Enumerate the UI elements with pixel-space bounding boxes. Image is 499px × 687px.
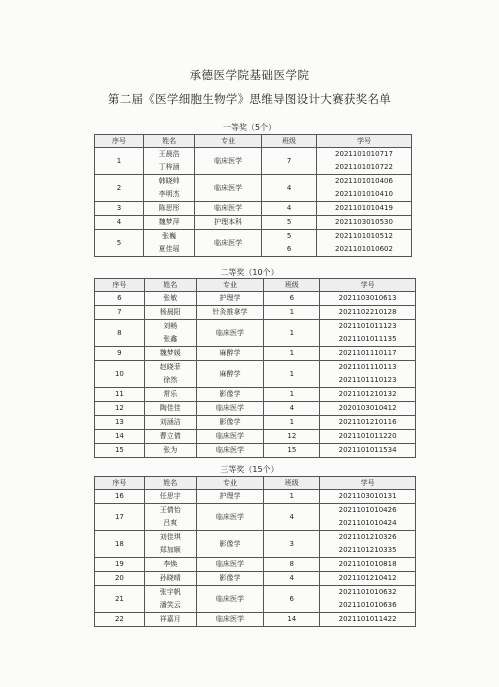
student-names-line: 魏梦媛 [159, 349, 181, 357]
student-names-line: 吕爽 [163, 519, 178, 527]
table-row [95, 490, 416, 504]
class-numbers-line: 4 [286, 183, 292, 192]
student-ids-line: 2021101010426 [338, 506, 397, 514]
student-ids [320, 490, 416, 504]
column-header: 班级 [262, 135, 317, 148]
student-ids-line: 2021103010131 [338, 492, 397, 500]
row-number: 12 [95, 402, 145, 416]
student-names-line: 郑加顺 [159, 546, 181, 554]
major: 临床医学 [196, 444, 264, 458]
column-header: 学号 [316, 135, 411, 148]
student-ids [316, 148, 411, 175]
student-ids-line: 2021103010530 [335, 218, 393, 226]
column-header: 学号 [320, 477, 416, 490]
row-number: 15 [95, 444, 145, 458]
table-row [95, 216, 412, 230]
student-names [144, 361, 196, 388]
class-numbers [264, 347, 320, 361]
table-row [95, 613, 416, 627]
major: 临床医学 [196, 504, 264, 531]
row-number: 19 [95, 558, 145, 572]
student-ids-line: 2021101011135 [338, 335, 397, 343]
row-number: 17 [95, 504, 145, 531]
student-ids-line: 2021101210116 [338, 418, 397, 426]
student-names [144, 202, 195, 216]
class-numbers [262, 202, 317, 216]
table-header-row [95, 477, 416, 490]
major: 影像学 [196, 531, 264, 558]
table-row [95, 444, 416, 458]
student-names [144, 444, 196, 458]
table-row [95, 202, 412, 216]
student-ids [316, 202, 411, 216]
student-ids-line: 2021101010424 [338, 519, 397, 527]
event-title: 第二届《医学细胞生物学》思维导图设计大赛获奖名单 [107, 92, 392, 106]
row-number: 10 [95, 361, 145, 388]
student-names-line: 韩晓帅 [158, 177, 180, 185]
student-names-line: 杨晨阳 [159, 308, 181, 316]
class-numbers-line: 14 [287, 615, 297, 623]
major: 针灸推拿学 [196, 306, 264, 320]
row-number: 11 [95, 388, 145, 402]
student-ids [320, 613, 416, 627]
student-ids [320, 347, 416, 361]
table-row [95, 148, 412, 175]
class-numbers [262, 230, 317, 257]
major: 临床医学 [195, 175, 262, 202]
class-numbers [264, 402, 320, 416]
major: 临床医学 [196, 586, 264, 613]
student-ids [320, 361, 416, 388]
student-ids-line: 2021101010419 [335, 204, 393, 212]
student-names [144, 347, 196, 361]
table-row [95, 320, 416, 347]
row-number: 2 [95, 175, 144, 202]
student-ids [320, 416, 416, 430]
student-ids-line: 2021101011123 [338, 322, 397, 330]
class-numbers [264, 388, 320, 402]
class-numbers-line: 1 [289, 418, 295, 426]
table-row [95, 416, 416, 430]
school-title: 承德医学院基础医学院 [189, 68, 310, 82]
student-ids [320, 504, 416, 531]
row-number: 5 [95, 230, 144, 257]
major: 临床医学 [195, 148, 262, 175]
section-title-first-prize: 一等奖（5个） [222, 123, 277, 132]
class-numbers-line: 4 [289, 404, 295, 412]
row-number: 14 [95, 430, 145, 444]
student-names [144, 531, 196, 558]
column-header: 序号 [95, 279, 145, 292]
class-numbers [264, 444, 320, 458]
student-names-line: 刘涵洁 [159, 418, 181, 426]
student-names [144, 402, 196, 416]
class-numbers-line: 5 [286, 232, 292, 240]
student-names [144, 613, 196, 627]
class-numbers [264, 586, 320, 613]
student-names-line: 常乐 [163, 390, 178, 398]
class-numbers-line: 6 [289, 594, 295, 603]
student-names-line: 魏梦萍 [158, 218, 180, 226]
row-number: 8 [95, 320, 145, 347]
major: 临床医学 [196, 613, 264, 627]
student-names-line: 张巍 [162, 232, 177, 240]
student-ids-line: 2021101010722 [335, 163, 393, 171]
class-numbers [264, 361, 320, 388]
major: 临床医学 [196, 558, 264, 572]
student-ids-line: 2021103010613 [338, 294, 397, 302]
table-row [95, 388, 416, 402]
column-header: 姓名 [144, 477, 196, 490]
student-names-line: 陶佳佳 [159, 404, 181, 412]
row-number: 21 [95, 586, 145, 613]
student-ids-line: 2021101010818 [338, 560, 397, 568]
major: 麻醉学 [196, 361, 264, 388]
table-row [95, 175, 412, 202]
class-numbers-line: 1 [289, 308, 295, 316]
table-row [95, 504, 416, 531]
row-number: 22 [95, 613, 145, 627]
row-number: 6 [95, 292, 145, 306]
class-numbers-line: 15 [287, 446, 297, 454]
table-row [95, 306, 416, 320]
major: 影像学 [196, 388, 264, 402]
major: 临床医学 [196, 320, 264, 347]
student-names-line: 张为 [163, 446, 178, 454]
student-ids [320, 444, 416, 458]
row-number: 3 [95, 202, 144, 216]
class-numbers [264, 572, 320, 586]
column-header: 序号 [95, 477, 145, 490]
student-ids-line: 2021101110123 [338, 376, 397, 384]
table-row [95, 430, 416, 444]
student-ids-line: 2021101210335 [338, 546, 397, 554]
student-names [144, 430, 196, 444]
student-names-line: 曹立倩 [159, 432, 181, 440]
student-ids-line: 2021101010410 [335, 190, 393, 198]
student-names-line: 王晨浩 [158, 150, 180, 158]
student-names-line: 刘畅 [163, 322, 178, 330]
class-numbers-line: 8 [289, 560, 295, 568]
class-numbers-line: 1 [289, 369, 295, 378]
class-numbers-line: 1 [289, 390, 295, 398]
student-names-line: 张宇帆 [159, 588, 181, 596]
row-number: 9 [95, 347, 145, 361]
student-ids [320, 572, 416, 586]
student-ids-line: 2021101011422 [338, 615, 397, 623]
table-row [95, 558, 416, 572]
class-numbers [264, 504, 320, 531]
class-numbers [264, 490, 320, 504]
table-row [95, 292, 416, 306]
student-names [144, 490, 196, 504]
third-prize-table [94, 476, 416, 627]
table-row [95, 347, 416, 361]
student-names [144, 292, 196, 306]
student-names [144, 504, 196, 531]
column-header: 序号 [95, 135, 144, 148]
table-row [95, 572, 416, 586]
student-names [144, 558, 196, 572]
student-names [144, 586, 196, 613]
class-numbers [264, 416, 320, 430]
student-ids-line: 2021101210412 [338, 574, 397, 582]
student-names [144, 388, 196, 402]
class-numbers [262, 148, 317, 175]
student-names [144, 216, 195, 230]
class-numbers-line: 1 [289, 349, 295, 357]
major: 临床医学 [196, 402, 264, 416]
student-ids [320, 388, 416, 402]
major: 护理学 [196, 292, 264, 306]
student-names-line: 张敏 [163, 294, 178, 302]
student-ids-line: 2021101011534 [338, 446, 397, 454]
second-prize-table [94, 278, 416, 458]
student-names-line: 孙晓晴 [159, 574, 181, 582]
student-ids-line: 2021101011220 [338, 432, 397, 440]
table-header-row [95, 135, 412, 148]
column-header: 姓名 [144, 135, 195, 148]
student-names [144, 306, 196, 320]
class-numbers-line: 12 [287, 432, 297, 440]
student-names [144, 320, 196, 347]
class-numbers [264, 430, 320, 444]
major: 护理学 [196, 490, 264, 504]
student-names [144, 230, 195, 257]
class-numbers-line: 6 [289, 294, 295, 302]
student-names [144, 175, 195, 202]
class-numbers [264, 531, 320, 558]
student-ids-line: 2021101010602 [335, 245, 393, 253]
student-ids-line: 2021101010717 [335, 150, 393, 158]
class-numbers-line: 4 [289, 574, 295, 582]
class-numbers-line: 7 [286, 156, 292, 165]
column-header: 专业 [196, 279, 264, 292]
student-names [144, 572, 196, 586]
section-title-second-prize: 二等奖（10个） [220, 268, 279, 277]
student-names [144, 416, 196, 430]
first-prize-table [94, 134, 412, 257]
class-numbers-line: 6 [286, 245, 292, 253]
class-numbers [262, 216, 317, 230]
student-ids [320, 430, 416, 444]
major: 临床医学 [196, 430, 264, 444]
class-numbers [262, 175, 317, 202]
student-names-line: 张鑫 [163, 335, 178, 343]
student-names [144, 148, 195, 175]
table-row [95, 230, 412, 257]
class-numbers-line: 3 [289, 539, 295, 548]
student-names-line: 李明杰 [158, 190, 180, 198]
class-numbers [264, 320, 320, 347]
student-ids-line: 2021102210128 [338, 308, 397, 316]
row-number: 16 [95, 490, 145, 504]
student-names-line: 丁梓涵 [158, 163, 180, 171]
major: 护理本科 [195, 216, 262, 230]
student-ids [320, 531, 416, 558]
student-ids [316, 230, 411, 257]
student-ids [320, 402, 416, 416]
student-names-line: 刘佳琪 [159, 533, 181, 541]
student-ids-line: 2021101010632 [338, 588, 397, 596]
major: 麻醉学 [196, 347, 264, 361]
student-names-line: 祥嘉月 [159, 615, 181, 623]
column-header: 专业 [196, 477, 264, 490]
student-names-line: 潘笑云 [159, 601, 181, 609]
student-ids-line: 2021101210132 [338, 390, 397, 398]
column-header: 姓名 [144, 279, 196, 292]
student-names-line: 李焕 [163, 560, 178, 568]
column-header: 学号 [320, 279, 416, 292]
class-numbers-line: 1 [289, 492, 295, 500]
student-ids [316, 216, 411, 230]
student-ids-line: 2021101110113 [338, 363, 397, 371]
row-number: 13 [95, 416, 145, 430]
row-number: 4 [95, 216, 144, 230]
student-ids-line: 2021101010636 [338, 601, 397, 609]
major: 影像学 [196, 416, 264, 430]
table-row [95, 531, 416, 558]
class-numbers [264, 292, 320, 306]
column-header: 班级 [264, 279, 320, 292]
student-ids [320, 586, 416, 613]
student-ids [320, 306, 416, 320]
student-ids [320, 292, 416, 306]
student-names-line: 陈思彤 [158, 204, 180, 212]
student-ids-line: 2021101010512 [335, 232, 393, 240]
class-numbers-line: 5 [286, 218, 292, 226]
row-number: 7 [95, 306, 145, 320]
student-names-line: 王倩怡 [159, 506, 181, 514]
student-names-line: 任思宇 [159, 492, 181, 500]
student-ids [320, 558, 416, 572]
student-ids-line: 2021101210326 [338, 533, 397, 541]
student-ids-line: 2020103010412 [338, 404, 397, 412]
student-ids [316, 175, 411, 202]
student-ids [320, 320, 416, 347]
row-number: 20 [95, 572, 145, 586]
class-numbers-line: 1 [289, 328, 295, 337]
column-header: 专业 [195, 135, 262, 148]
class-numbers-line: 4 [286, 204, 292, 212]
column-header: 班级 [264, 477, 320, 490]
table-row [95, 586, 416, 613]
student-ids-line: 2021101110117 [338, 349, 397, 357]
student-names-line: 赵晓菲 [159, 363, 181, 371]
class-numbers [264, 613, 320, 627]
major: 临床医学 [195, 202, 262, 216]
table-row [95, 361, 416, 388]
table-header-row [95, 279, 416, 292]
major: 临床医学 [195, 230, 262, 257]
table-row [95, 402, 416, 416]
row-number: 1 [95, 148, 144, 175]
student-ids-line: 2021101010406 [335, 177, 393, 185]
major: 影像学 [196, 572, 264, 586]
row-number: 18 [95, 531, 145, 558]
student-names-line: 徐然 [163, 376, 178, 384]
student-names-line: 夏佳瑶 [158, 245, 180, 253]
class-numbers [264, 558, 320, 572]
section-title-third-prize: 三等奖（15个） [220, 465, 279, 474]
class-numbers-line: 4 [289, 512, 295, 521]
class-numbers [264, 306, 320, 320]
